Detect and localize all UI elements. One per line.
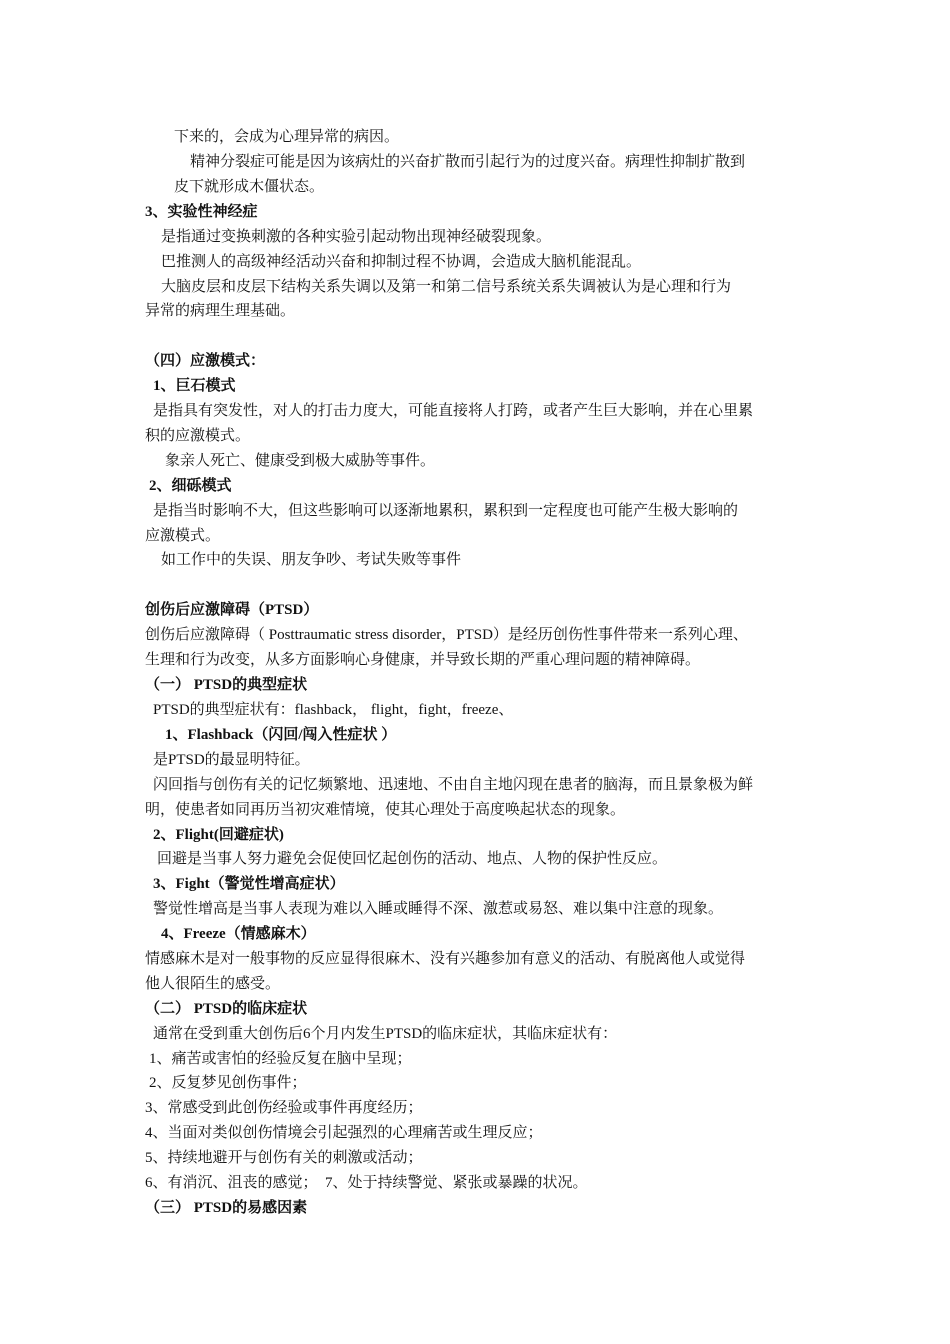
text-line: 生理和行为改变，从多方面影响心身健康，并导致长期的严重心理问题的精神障碍。 (145, 652, 701, 668)
text-line: 是指具有突发性，对人的打击力度大，可能直接将人打跨，或者产生巨大影响，并在心里累 (153, 403, 754, 419)
list-item: 4、当面对类似创伤情境会引起强烈的心理痛苦或生理反应； (145, 1125, 543, 1141)
section-heading: （二） PTSD的临床症状 (145, 1001, 308, 1017)
subsection-heading: 2、细砾模式 (149, 478, 232, 494)
section-heading: （三） PTSD的易感因素 (145, 1200, 308, 1216)
text-line: 下来的，会成为心理异常的病因。 (174, 129, 400, 145)
subsection-heading: 4、Freeze（情感麻木） (161, 926, 316, 942)
text-line: 情感麻木是对一般事物的反应显得很麻木、没有兴趣参加有意义的活动、有脱离他人或觉得 (145, 951, 746, 967)
text-line: 应激模式。 (145, 528, 221, 544)
text-line: 是PTSD的最显明特征。 (153, 752, 310, 768)
text-line: 如工作中的失误、朋友争吵、考试失败等事件 (161, 552, 462, 568)
section-heading: 创伤后应激障碍（PTSD） (145, 602, 319, 618)
text-line: 回避是当事人努力避免会促使回忆起创伤的活动、地点、人物的保护性反应。 (157, 851, 668, 867)
text-line: 警觉性增高是当事人表现为难以入睡或睡得不深、激惹或易怒、难以集中注意的现象。 (153, 901, 724, 917)
list-item: 3、常感受到此创伤经验或事件再度经历； (145, 1100, 423, 1116)
subsection-heading: 3、Fight（警觉性增高症状） (153, 876, 345, 892)
text-line: 是指通过变换刺激的各种实验引起动物出现神经破裂现象。 (161, 229, 552, 245)
text-line: PTSD的典型症状有：flashback， flight，fight，freeze、 (153, 702, 514, 718)
text-line: 创伤后应激障碍（ Posttraumatic stress disorder，PTSD）是经历创伤性事件带来一系列心理、 (145, 627, 748, 643)
text-line: 通常在受到重大创伤后6个月内发生PTSD的临床症状，其临床症状有： (153, 1026, 618, 1042)
section-heading: （四）应激模式： (145, 353, 266, 369)
text-line: 明，使患者如同再历当初灾难情境，使其心理处于高度唤起状态的现象。 (145, 802, 626, 818)
text-line: 是指当时影响不大，但这些影响可以逐渐地累积，累积到一定程度也可能产生极大影响的 (153, 503, 739, 519)
section-heading: （一） PTSD的典型症状 (145, 677, 308, 693)
text-line: 精神分裂症可能是因为该病灶的兴奋扩散而引起行为的过度兴奋。病理性抑制扩散到 (190, 154, 746, 170)
list-item: 5、持续地避开与创伤有关的刺激或活动； (145, 1150, 423, 1166)
subsection-heading: 1、Flashback（闪回/闯入性症状 ） (165, 727, 397, 743)
text-line: 大脑皮层和皮层下结构关系失调以及第一和第二信号系统关系失调被认为是心理和行为 (161, 279, 732, 295)
list-item: 6、有消沉、沮丧的感觉； 7、处于持续警觉、紧张或暴躁的状况。 (145, 1175, 588, 1191)
list-item: 1、痛苦或害怕的经验反复在脑中呈现； (149, 1051, 412, 1067)
text-line: 皮下就形成木僵状态。 (174, 179, 325, 195)
subsection-heading: 1、巨石模式 (153, 378, 236, 394)
subsection-heading: 2、Flight(回避症状) (153, 827, 284, 843)
text-line: 异常的病理生理基础。 (145, 303, 296, 319)
section-heading: 3、实验性神经症 (145, 204, 258, 220)
text-line: 闪回指与创伤有关的记忆频繁地、迅速地、不由自主地闪现在患者的脑海，而且景象极为鲜 (153, 777, 754, 793)
text-line: 他人很陌生的感受。 (145, 976, 281, 992)
text-line: 巴推测人的高级神经活动兴奋和抑制过程不协调，会造成大脑机能混乱。 (161, 254, 642, 270)
text-line: 象亲人死亡、健康受到极大威胁等事件。 (165, 453, 436, 469)
text-line: 积的应激模式。 (145, 428, 251, 444)
list-item: 2、反复梦见创伤事件； (149, 1075, 307, 1091)
